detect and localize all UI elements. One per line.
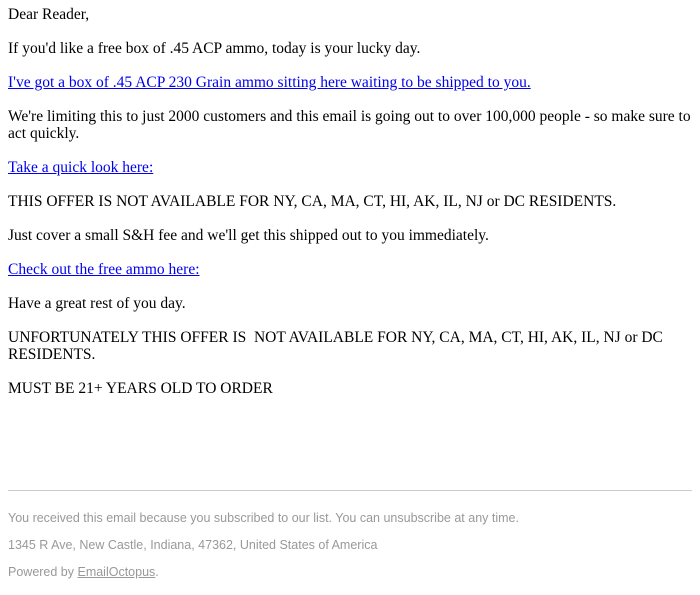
quick-look-link[interactable]: Take a quick look here: (8, 159, 154, 176)
free-ammo-link-paragraph (8, 261, 692, 278)
powered-by-suffix: . (155, 565, 159, 579)
quick-look-link-paragraph (8, 159, 692, 176)
subscription-notice: You received this email because you subscribed to our list. You can unsubscribe at any time. (8, 511, 519, 525)
emailoctopus-link[interactable]: EmailOctopus (77, 565, 156, 579)
limit-text: We're limiting this to just 2000 customers and this email is going out to over 100,000 people - so make sure to act quickly. (8, 108, 691, 142)
shipping-text: Just cover a small S&H fee and we'll get this shipped out to you immediately. (8, 227, 489, 244)
email-body (8, 6, 692, 414)
restriction-text-2: UNFORTUNATELY THIS OFFER IS NOT AVAILABLE FOR NY, CA, MA, CT, HI, AK, IL, NJ or DC RESIDENTS. (8, 329, 667, 363)
email-footer (8, 510, 692, 591)
powered-by (8, 564, 692, 580)
footer-divider (8, 490, 692, 491)
free-ammo-link[interactable]: Check out the free ammo here: (8, 261, 200, 278)
offer-link[interactable]: I've got a box of .45 ACP 230 Grain ammo sitting here waiting to be shipped to you. (8, 74, 531, 91)
sender-address: 1345 R Ave, New Castle, Indiana, 47362, United States of America (8, 538, 378, 552)
signoff-text: Have a great rest of you day. (8, 295, 186, 312)
offer-link-paragraph (8, 74, 692, 91)
greeting: Dear Reader, (8, 6, 90, 23)
powered-by-prefix: Powered by (8, 565, 78, 579)
age-requirement-text: MUST BE 21+ YEARS OLD TO ORDER (8, 380, 273, 397)
intro-text: If you'd like a free box of .45 ACP ammo, today is your lucky day. (8, 40, 421, 57)
restriction-text: THIS OFFER IS NOT AVAILABLE FOR NY, CA, MA, CT, HI, AK, IL, NJ or DC RESIDENTS. (8, 193, 617, 210)
